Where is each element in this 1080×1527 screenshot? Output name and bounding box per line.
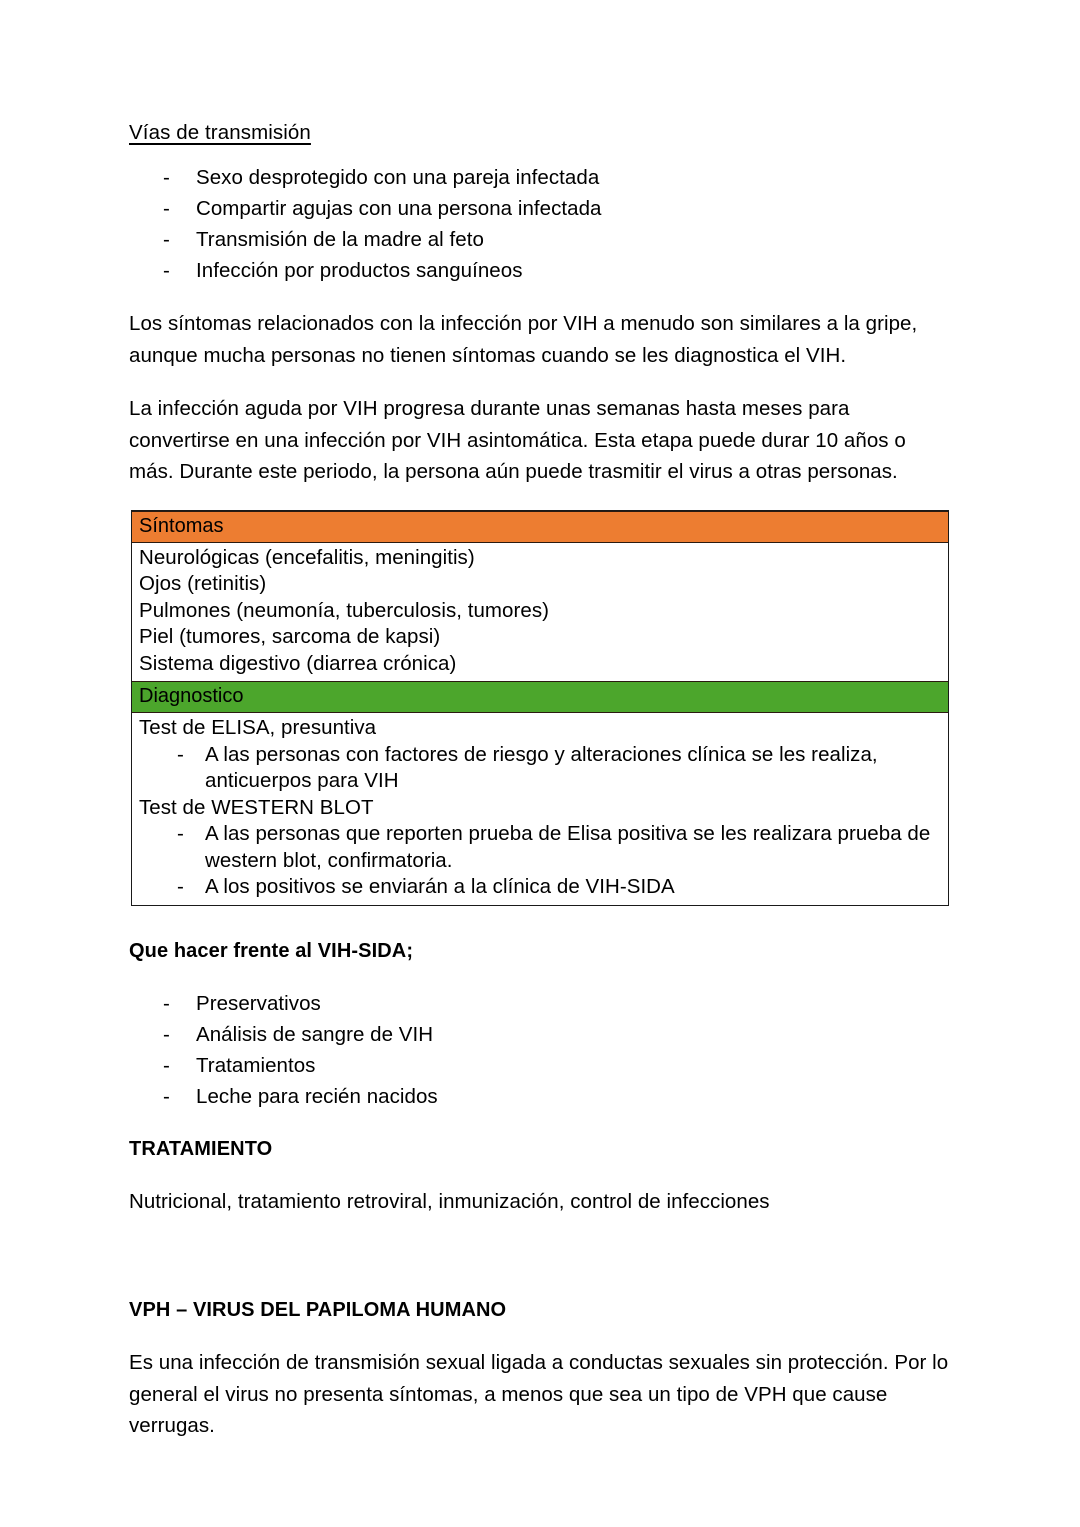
table-body-sintomas	[132, 543, 948, 682]
table-subitem	[139, 742, 942, 795]
dash-bullet-icon: -	[163, 1084, 170, 1108]
list-item	[129, 1081, 951, 1112]
table-sintomas-diagnostico	[131, 510, 949, 906]
dash-bullet-icon: -	[163, 1053, 170, 1077]
table-row: Sistema digestivo (diarrea crónica)	[139, 651, 457, 675]
list-item-label: Leche para recién nacidos	[196, 1084, 438, 1108]
list-item	[129, 224, 951, 255]
dash-bullet-icon: -	[163, 991, 170, 1015]
list-item-label: Infección por productos sanguíneos	[196, 259, 523, 282]
list-item-label: Transmisión de la madre al feto	[196, 228, 484, 251]
dash-bullet-icon: -	[163, 1022, 170, 1046]
table-row-test-elisa: Test de ELISA, presuntiva	[139, 716, 377, 739]
table-header-sintomas: Síntomas	[132, 511, 948, 543]
list-item	[129, 193, 951, 224]
list-item-label: Análisis de sangre de VIH	[196, 1022, 434, 1046]
document-body	[129, 118, 951, 1442]
list-item	[129, 1019, 951, 1050]
dash-bullet-icon: -	[177, 742, 184, 766]
list-item	[129, 1050, 951, 1081]
table-subitem-label: A los positivos se enviarán a la clínica de VIH-SIDA	[205, 875, 675, 898]
list-item	[129, 162, 951, 193]
table-body-diagnostico	[132, 713, 948, 905]
table-row: Pulmones (neumonía, tuberculosis, tumores)	[139, 598, 550, 622]
dash-bullet-icon: -	[177, 822, 184, 845]
heading-vias-de-transmision: Vías de transmisión	[129, 121, 311, 144]
paragraph-tratamiento: Nutricional, tratamiento retroviral, inmunización, control de infecciones	[129, 1189, 770, 1213]
table-row-test-western-blot: Test de WESTERN BLOT	[139, 795, 374, 819]
table-row: Neurológicas (encefalitis, meningitis)	[139, 545, 475, 569]
list-item-label: Preservativos	[196, 991, 321, 1015]
table-subitem	[139, 821, 942, 874]
table-subitem	[139, 874, 942, 901]
dash-bullet-icon: -	[177, 875, 184, 898]
paragraph-sintomas-gripe: Los síntomas relacionados con la infección por VIH a menudo son similares a la gripe, aunque mucha personas no tienen síntomas cuando se les diagnostica el VIH.	[129, 312, 918, 367]
list-item-label: Compartir agujas con una persona infectada	[196, 197, 602, 220]
table-subitem-label: A las personas que reporten prueba de Elisa positiva se les realizara prueba de western blot, confirmatoria.	[205, 822, 931, 872]
heading-que-hacer-frente-al-vih-sida: Que hacer frente al VIH-SIDA;	[129, 939, 414, 962]
dash-bullet-icon: -	[163, 228, 170, 251]
heading-vph-virus-del-papiloma-humano: VPH – VIRUS DEL PAPILOMA HUMANO	[129, 1299, 507, 1321]
dash-bullet-icon: -	[163, 259, 170, 282]
list-item-label: Tratamientos	[196, 1053, 316, 1077]
table-subitem-label: A las personas con factores de riesgo y alteraciones clínica se les realiza, anticuerpos para VIH	[205, 742, 878, 792]
paragraph-infeccion-aguda: La infección aguda por VIH progresa durante unas semanas hasta meses para convertirse en una infección por VIH asintomática. Esta etapa puede durar 10 años o más. Durante este periodo, la persona aún puede trasmitir el virus a otras personas.	[129, 397, 906, 483]
list-vias-de-transmision	[129, 162, 951, 286]
paragraph-vph: Es una infección de transmisión sexual ligada a conductas sexuales sin protección. Por lo general el virus no presenta síntomas, a menos que sea un tipo de VPH que cause verrugas.	[129, 1351, 949, 1437]
list-item	[129, 988, 951, 1019]
list-item-label: Sexo desprotegido con una pareja infectada	[196, 166, 600, 189]
list-item	[129, 255, 951, 286]
table-row: Piel (tumores, sarcoma de kapsi)	[139, 625, 441, 648]
spacer	[129, 1239, 951, 1295]
list-que-hacer	[129, 988, 951, 1112]
dash-bullet-icon: -	[163, 166, 170, 189]
spacer	[129, 906, 951, 936]
table-header-diagnostico: Diagnostico	[132, 681, 948, 713]
heading-tratamiento: TRATAMIENTO	[129, 1137, 273, 1160]
table-row: Ojos (retinitis)	[139, 572, 267, 595]
dash-bullet-icon: -	[163, 197, 170, 220]
